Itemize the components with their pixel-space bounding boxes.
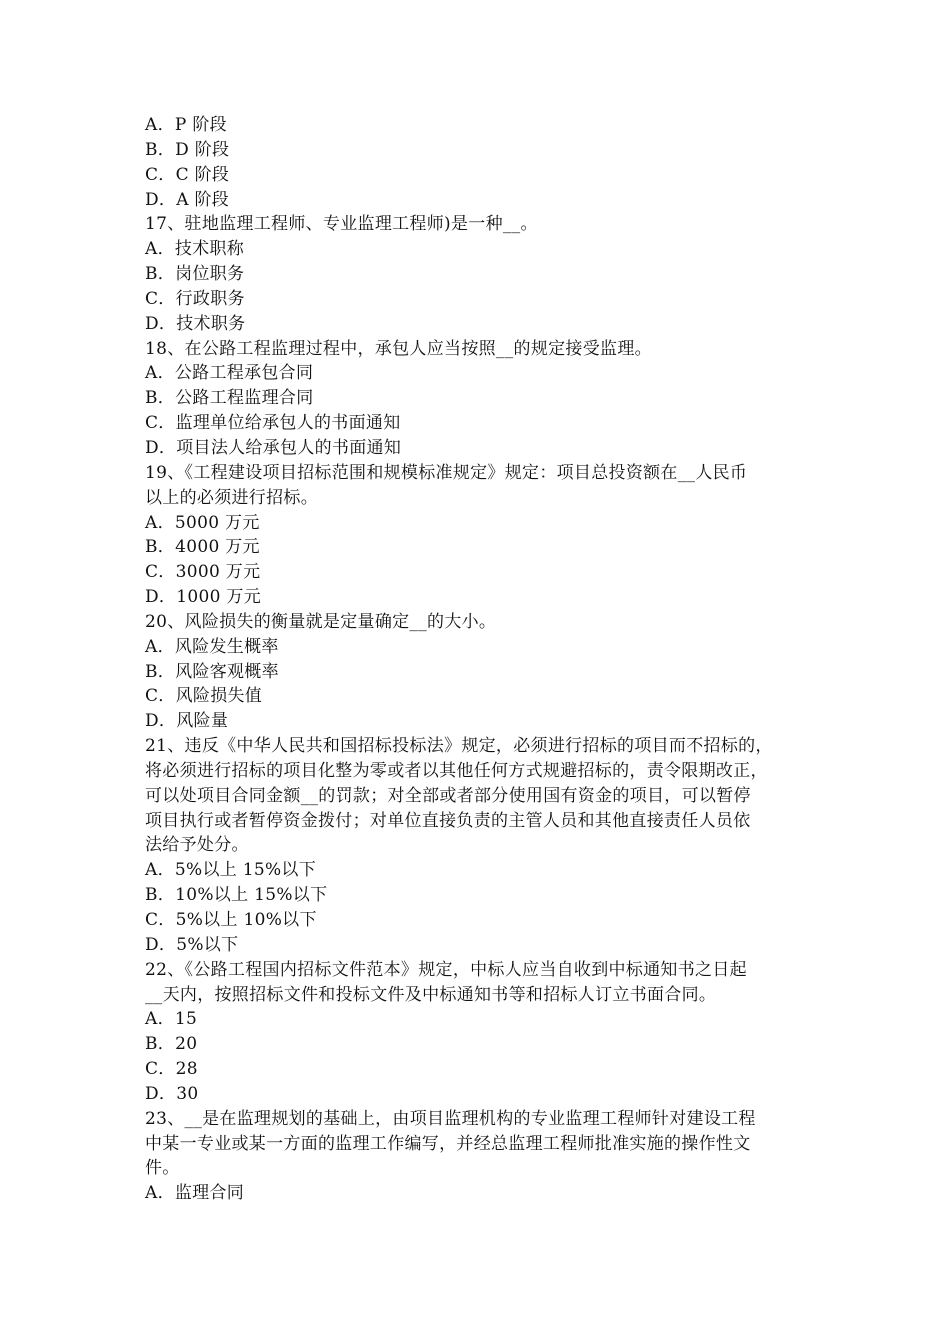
text-line: B．20 [145, 1034, 198, 1055]
question-19: 19、《工程建设项目招标范围和规模标准规定》规定：项目总投资额在__人民币 [145, 462, 748, 483]
text-line: A．公路工程承包合同 [145, 363, 314, 384]
text-line: B．D 阶段 [145, 139, 230, 160]
text-line: D．30 [145, 1083, 199, 1104]
text-line: D．1000 万元 [145, 587, 261, 608]
text-line: A．5%以上 15%以下 [145, 860, 317, 881]
text-line: 中某一专业或某一方面的监理工作编写，并经总监理工程师批准实施的操作性文 [145, 1133, 751, 1154]
text-line: 项目执行或者暂停资金拨付；对单位直接负责的主管人员和其他直接责任人员依 [145, 810, 751, 831]
text-line: A．风险发生概率 [145, 636, 279, 657]
text-line: B．公路工程监理合同 [145, 388, 314, 409]
document-page [145, 113, 825, 1206]
text-line: D．风险量 [145, 711, 229, 732]
text-line: 可以处项目合同金额__的罚款；对全部或者部分使用国有资金的项目，可以暂停 [145, 785, 751, 806]
text-line: 件。 [145, 1158, 180, 1179]
text-line: B．4000 万元 [145, 537, 260, 558]
text-line: A．5000 万元 [145, 512, 260, 533]
text-line: C．C 阶段 [145, 164, 230, 185]
question-22: 22、《公路工程国内招标文件范本》规定，中标人应当自收到中标通知书之日起 [145, 959, 747, 980]
text-line: B．10%以上 15%以下 [145, 885, 328, 906]
text-line: D．5%以下 [145, 934, 239, 955]
text-line: A．15 [145, 1009, 198, 1030]
text-line: 以上的必须进行招标。 [145, 487, 318, 508]
text-line: C．风险损失值 [145, 686, 263, 707]
text-line: C．5%以上 10%以下 [145, 910, 317, 930]
text-line: A．P 阶段 [145, 115, 227, 135]
text-line: __天内，按照招标文件和投标文件及中标通知书等和招标人订立书面合同。 [145, 984, 717, 1005]
text-line: C．行政职务 [145, 288, 245, 309]
question-21: 21、违反《中华人民共和国招标投标法》规定，必须进行招标的项目而不招标的， [145, 736, 773, 757]
text-line: B．岗位职务 [145, 264, 245, 285]
text-line: C．28 [145, 1059, 198, 1080]
text-line: A．监理合同 [145, 1183, 245, 1204]
text-line: C．监理单位给承包人的书面通知 [145, 413, 401, 434]
question-18: 18、在公路工程监理过程中，承包人应当按照__的规定接受监理。 [145, 338, 652, 359]
text-line: D．A 阶段 [145, 189, 230, 210]
text-line: 将必须进行招标的项目化整为零或者以其他任何方式规避招标的，责令限期改正， [145, 760, 768, 781]
text-line: D．技术职务 [145, 313, 246, 334]
text-line: D．项目法人给承包人的书面通知 [145, 437, 402, 458]
text-line: B．风险客观概率 [145, 661, 279, 682]
text-line: 法给予处分。 [145, 835, 249, 856]
question-20: 20、风险损失的衡量就是定量确定__的大小。 [145, 611, 497, 632]
text-line: A．技术职称 [145, 239, 245, 260]
question-23: 23、__是在监理规划的基础上，由项目监理机构的专业监理工程师针对建设工程 [145, 1108, 756, 1129]
text-line: C．3000 万元 [145, 562, 261, 583]
question-17: 17、驻地监理工程师、专业监理工程师)是一种__。 [145, 214, 538, 235]
